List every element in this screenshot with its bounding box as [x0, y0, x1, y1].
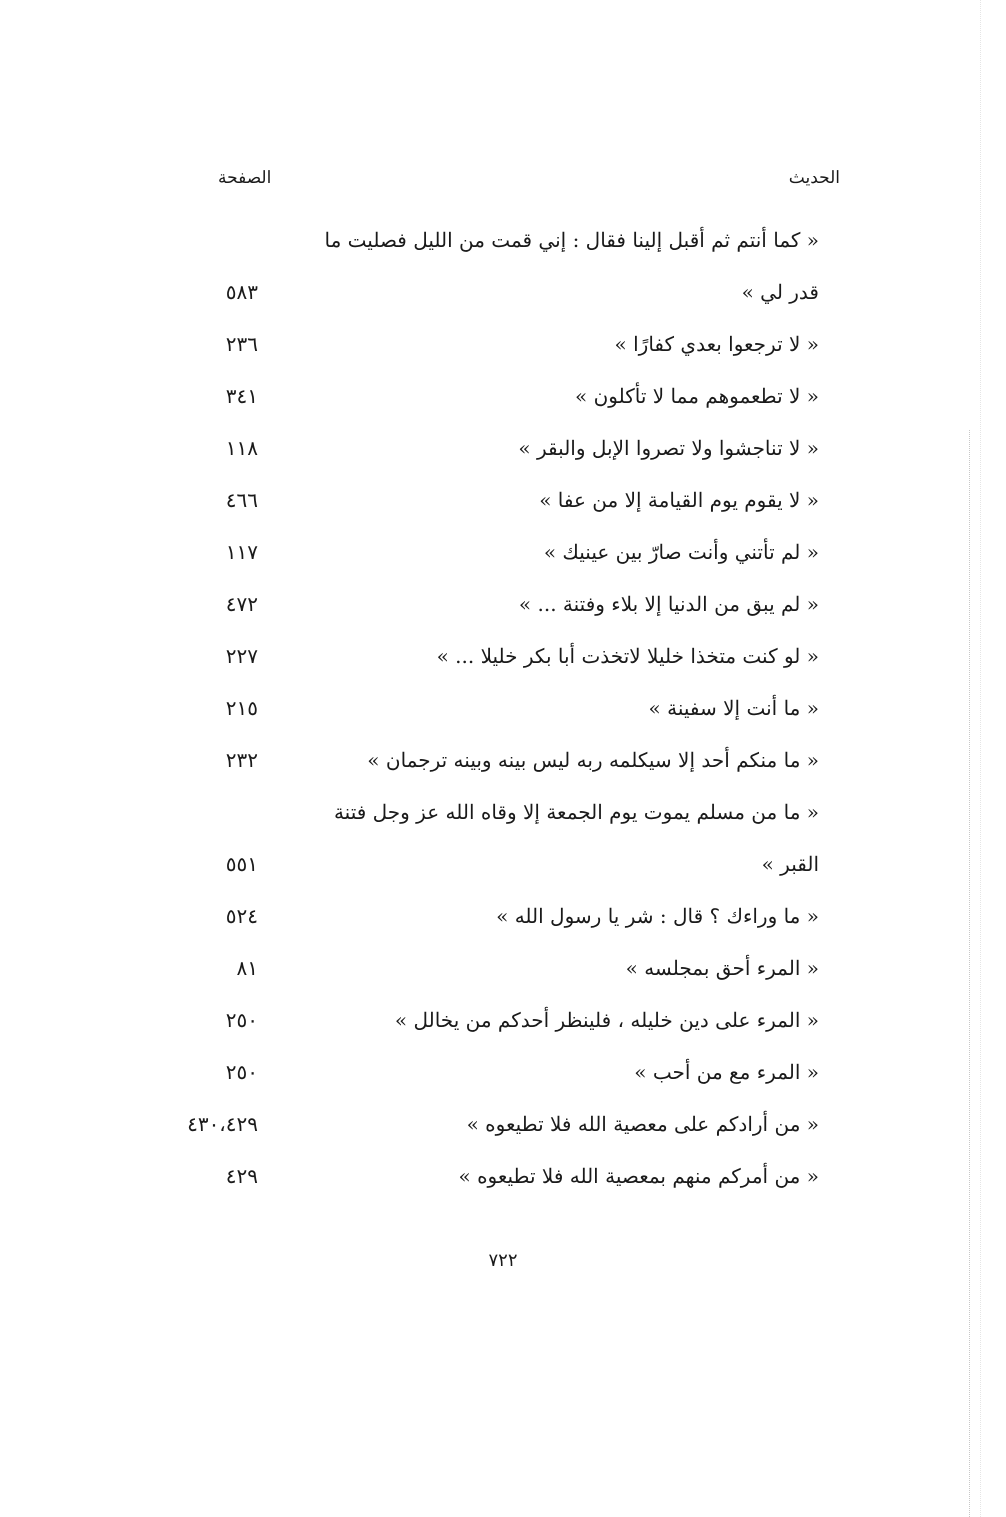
page-ref: ٣٤١ — [225, 384, 258, 408]
hadith-text: « كما أنتم ثم أقبل إلينا فقال : إني قمت من الليل فصليت ما — [324, 228, 819, 252]
hadith-text: « لا يقوم يوم القيامة إلا من عفا » — [539, 488, 819, 512]
hadith-text: « لا ترجعوا بعدي كفارًا » — [614, 332, 819, 356]
page-ref: ٥٨٣ — [225, 280, 258, 304]
page-ref: ٢٢٧ — [225, 644, 258, 668]
hadith-text: « لم تأتني وأنت صارّ بين عينيك » — [543, 540, 819, 564]
hadith-text: « المرء على دين خليله ، فلينظر أحدكم من يخالل » — [394, 1008, 819, 1032]
hadith-text: « لم يبق من الدنيا إلا بلاء وفتنة ... » — [518, 592, 819, 616]
page-ref: ٥٢٤ — [225, 904, 258, 928]
hadith-text: « المرء مع من أحب » — [634, 1060, 819, 1084]
hadith-text: القبر » — [761, 852, 819, 876]
hadith-text: « من أمركم منهم بمعصية الله فلا تطيعوه » — [458, 1164, 819, 1188]
index-entry — [0, 788, 1006, 840]
index-entry — [0, 424, 1006, 476]
hadith-text: « لو كنت متخذا خليلا لاتخذت أبا بكر خليلا ... » — [436, 644, 819, 668]
hadith-text: « المرء أحق بمجلسه » — [625, 956, 819, 980]
page-ref: ١١٧ — [225, 540, 258, 564]
page-ref: ٢٥٠ — [225, 1008, 258, 1032]
page-ref: ٨١ — [236, 956, 258, 980]
index-entry — [0, 1152, 1006, 1204]
page-ref: ٤٧٢ — [225, 592, 258, 616]
page-ref: ٢٣٦ — [225, 332, 258, 356]
index-entries — [0, 216, 1006, 1204]
index-entry — [0, 840, 1006, 892]
hadith-text: « ما منكم أحد إلا سيكلمه ربه ليس بينه وبينه ترجمان » — [367, 748, 819, 772]
hadith-text: « ما أنت إلا سفينة » — [648, 696, 819, 720]
page-number: ٧٢٢ — [488, 1250, 518, 1271]
hadith-text: « لا تطعموهم مما لا تأكلون » — [575, 384, 819, 408]
page-ref: ٢٥٠ — [225, 1060, 258, 1084]
hadith-column-heading: الحديث — [788, 168, 840, 188]
column-header-row — [140, 168, 840, 196]
hadith-text: « لا تناجشوا ولا تصروا الإبل والبقر » — [518, 436, 819, 460]
index-entry — [0, 944, 1006, 996]
index-entry — [0, 216, 1006, 268]
index-entry — [0, 320, 1006, 372]
index-entry — [0, 684, 1006, 736]
index-entry — [0, 372, 1006, 424]
hadith-text: « ما من مسلم يموت يوم الجمعة إلا وقاه الله عز وجل فتنة — [333, 800, 819, 824]
index-entry — [0, 632, 1006, 684]
page-ref: ٢١٥ — [225, 696, 258, 720]
index-entry — [0, 580, 1006, 632]
page-column-heading: الصفحة — [218, 168, 272, 188]
page-ref: ٤٢٩ — [225, 1164, 258, 1188]
index-entry — [0, 528, 1006, 580]
page-ref: ١١٨ — [225, 436, 258, 460]
hadith-text: « ما وراءك ؟ قال : شر يا رسول الله » — [496, 904, 819, 928]
page-ref: ٥٥١ — [225, 852, 258, 876]
index-entry — [0, 1048, 1006, 1100]
page-ref: ٤٦٦ — [225, 488, 258, 512]
page-ref: ٤٣٠،٤٢٩ — [187, 1112, 258, 1136]
index-entry — [0, 268, 1006, 320]
hadith-text: « من أرادكم على معصية الله فلا تطيعوه » — [466, 1112, 819, 1136]
index-entry — [0, 476, 1006, 528]
hadith-text: قدر لي » — [741, 280, 819, 304]
index-entry — [0, 996, 1006, 1048]
page-ref: ٢٣٢ — [225, 748, 258, 772]
index-entry — [0, 892, 1006, 944]
index-entry — [0, 1100, 1006, 1152]
index-entry — [0, 736, 1006, 788]
